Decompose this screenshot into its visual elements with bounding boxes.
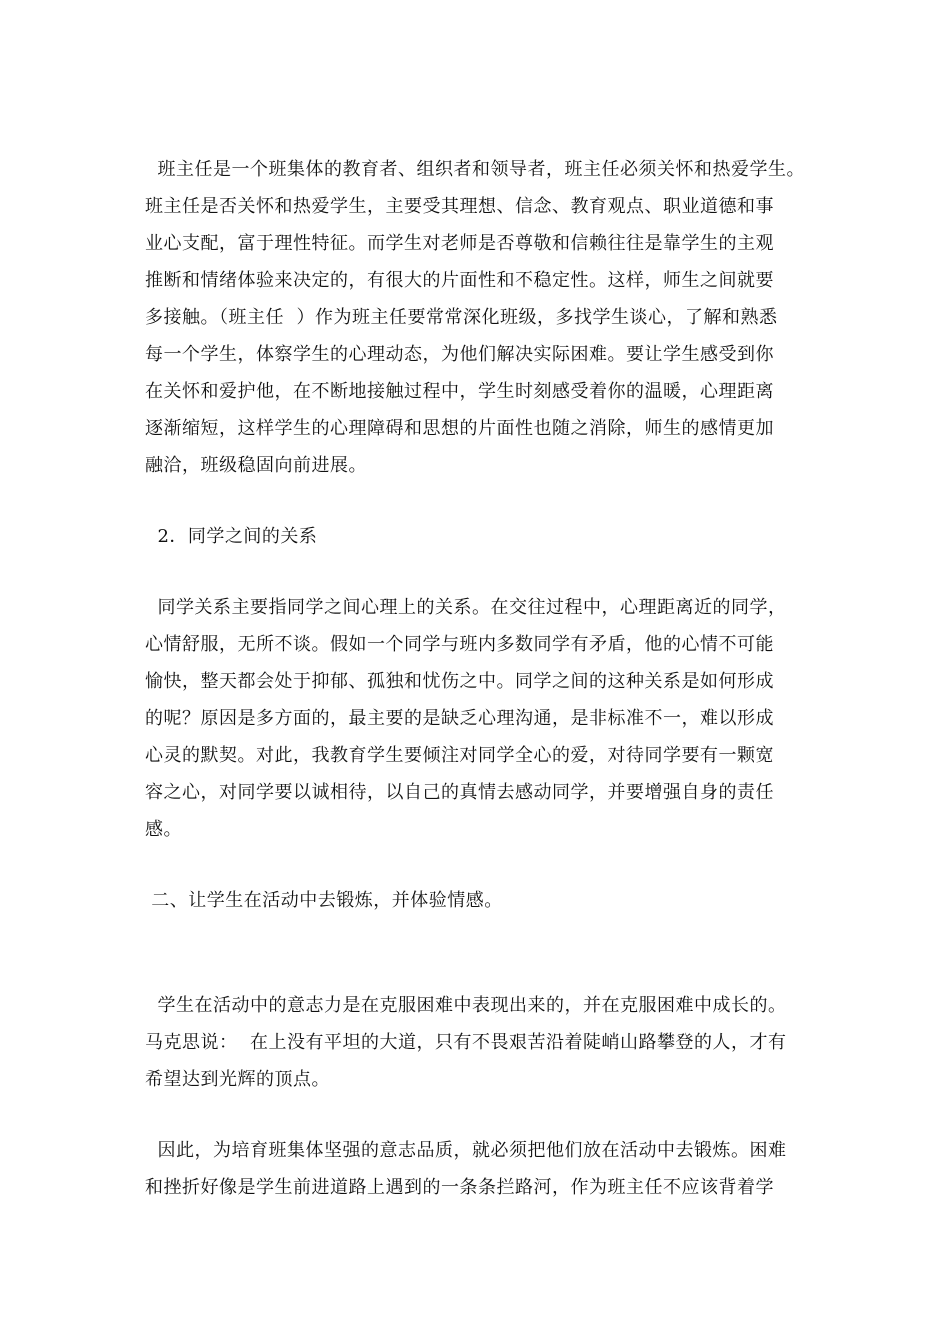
paragraph-line: 多接触。（班主任 ）作为班主任要常常深化班级，多找学生谈心，了解和熟悉: [145, 307, 778, 328]
paragraph-line: 每一个学生，体察学生的心理动态，为他们解决实际困难。要让学生感受到你: [145, 344, 774, 365]
section-heading: 2．同学之间的关系: [145, 526, 318, 547]
paragraph-line: 的呢？原因是多方面的，最主要的是缺乏心理沟通，是非标准不一，难以形成: [145, 708, 774, 729]
paragraph-line: 同学关系主要指同学之间心理上的关系。在交往过程中，心理距离近的同学，: [145, 597, 787, 618]
paragraph-line: 愉快，整天都会处于抑郁、孤独和忧伤之中。同学之间的这种关系是如何形成: [145, 671, 774, 692]
paragraph-line: 感。: [145, 819, 182, 840]
paragraph-line: 业心支配，富于理性特征。而学生对老师是否尊敬和信赖往往是靠学生的主观: [145, 233, 774, 254]
paragraph-line: 希望达到光辉的顶点。: [145, 1069, 330, 1090]
paragraph-line: 心情舒服，无所不谈。假如一个同学与班内多数同学有矛盾，他的心情不可能: [145, 634, 774, 655]
paragraph-line: 马克思说： 在上没有平坦的大道，只有不畏艰苦沿着陡峭山路攀登的人，才有: [145, 1032, 787, 1053]
paragraph-line: 逐渐缩短，这样学生的心理障碍和思想的片面性也随之消除，师生的感情更加: [145, 418, 774, 439]
paragraph-line: 容之心，对同学要以诚相待，以自己的真情去感动同学，并要增强自身的责任: [145, 782, 774, 803]
paragraph-line: 在关怀和爱护他，在不断地接触过程中，学生时刻感受着你的温暖，心理距离: [145, 381, 774, 402]
paragraph-line: 心灵的默契。对此，我教育学生要倾注对同学全心的爱，对待同学要有一颗宽: [145, 745, 774, 766]
paragraph-line: 推断和情绪体验来决定的，有很大的片面性和不稳定性。这样，师生之间就要: [145, 270, 774, 291]
paragraph-line: 和挫折好像是学生前进道路上遇到的一条条拦路河，作为班主任不应该背着学: [145, 1177, 774, 1198]
section-heading: 二、让学生在活动中去锻炼，并体验情感。: [145, 890, 503, 911]
paragraph-line: 学生在活动中的意志力是在克服困难中表现出来的，并在克服困难中成长的。: [145, 995, 787, 1016]
paragraph-line: 班主任是一个班集体的教育者、组织者和领导者，班主任必须关怀和热爱学生。: [145, 159, 805, 180]
paragraph-line: 融洽，班级稳固向前进展。: [145, 455, 367, 476]
paragraph-line: 班主任是否关怀和热爱学生，主要受其理想、信念、教育观点、职业道德和事: [145, 196, 774, 217]
paragraph-line: 因此，为培育班集体坚强的意志品质，就必须把他们放在活动中去锻炼。困难: [145, 1140, 787, 1161]
